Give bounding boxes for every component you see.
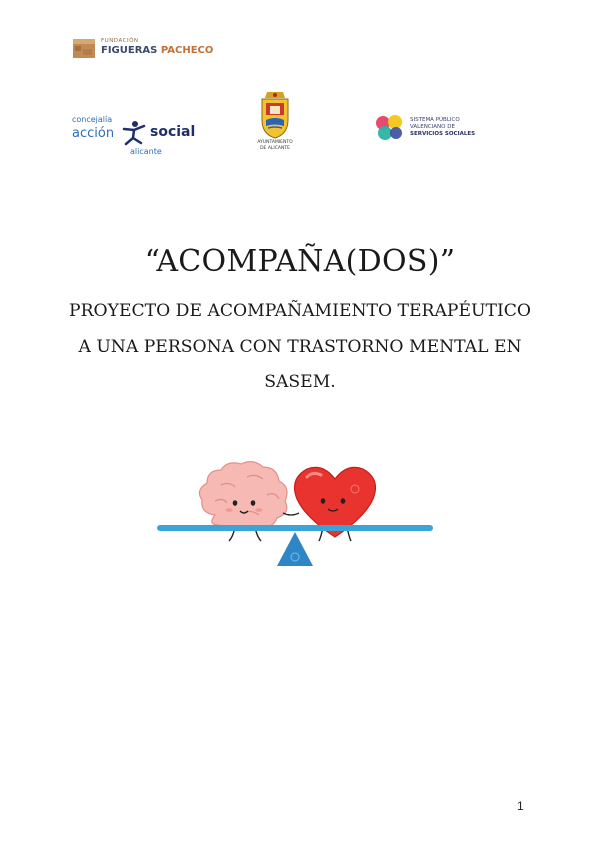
brain-heart-seesaw-illustration <box>155 455 435 573</box>
ayuntamiento-crest-logo <box>255 90 295 160</box>
crest-caption <box>251 140 299 152</box>
sp-line1: SISTEMA PÚBLICO <box>410 117 460 123</box>
figueras-small-text: FUNDACIÓN <box>101 38 139 44</box>
figueras-pacheco-logo <box>72 36 214 62</box>
sp-line3: SERVICIOS SOCIALES <box>410 131 476 137</box>
accion-social-city: alicante <box>130 147 162 156</box>
social-word: social <box>150 124 196 140</box>
crest-line2: DE ALICANTE <box>260 146 290 151</box>
accion-word: acción <box>72 126 115 141</box>
coat-of-arms-icon <box>255 90 295 140</box>
crest-line1: AYUNTAMIENTO <box>257 140 293 145</box>
colored-circles-icon <box>374 114 408 142</box>
sistema-publico-logo <box>374 114 484 144</box>
cube-icon <box>72 36 96 60</box>
seesaw-plank <box>157 525 433 531</box>
figueras-name <box>101 45 213 56</box>
figueras-word: FIGUERAS <box>101 45 158 56</box>
dancing-figure-icon <box>120 119 148 147</box>
accion-social-top-text: concejalía <box>72 115 113 124</box>
subtitle-line-1: PROYECTO DE ACOMPAÑAMIENTO TERAPÉUTICO <box>69 301 531 321</box>
subtitle-line-3: SASEM. <box>264 372 336 392</box>
accion-social-logo <box>70 113 205 163</box>
page-number: 1 <box>517 799 524 813</box>
pacheco-word: PACHECO <box>160 45 214 56</box>
subtitle-line-2: A UNA PERSONA CON TRASTORNO MENTAL EN <box>78 336 522 357</box>
document-subtitle <box>60 294 540 401</box>
sistema-publico-text <box>410 117 475 138</box>
sp-line2: VALENCIANO DE <box>410 124 455 130</box>
document-title: “ACOMPAÑA(DOS)” <box>144 244 456 279</box>
